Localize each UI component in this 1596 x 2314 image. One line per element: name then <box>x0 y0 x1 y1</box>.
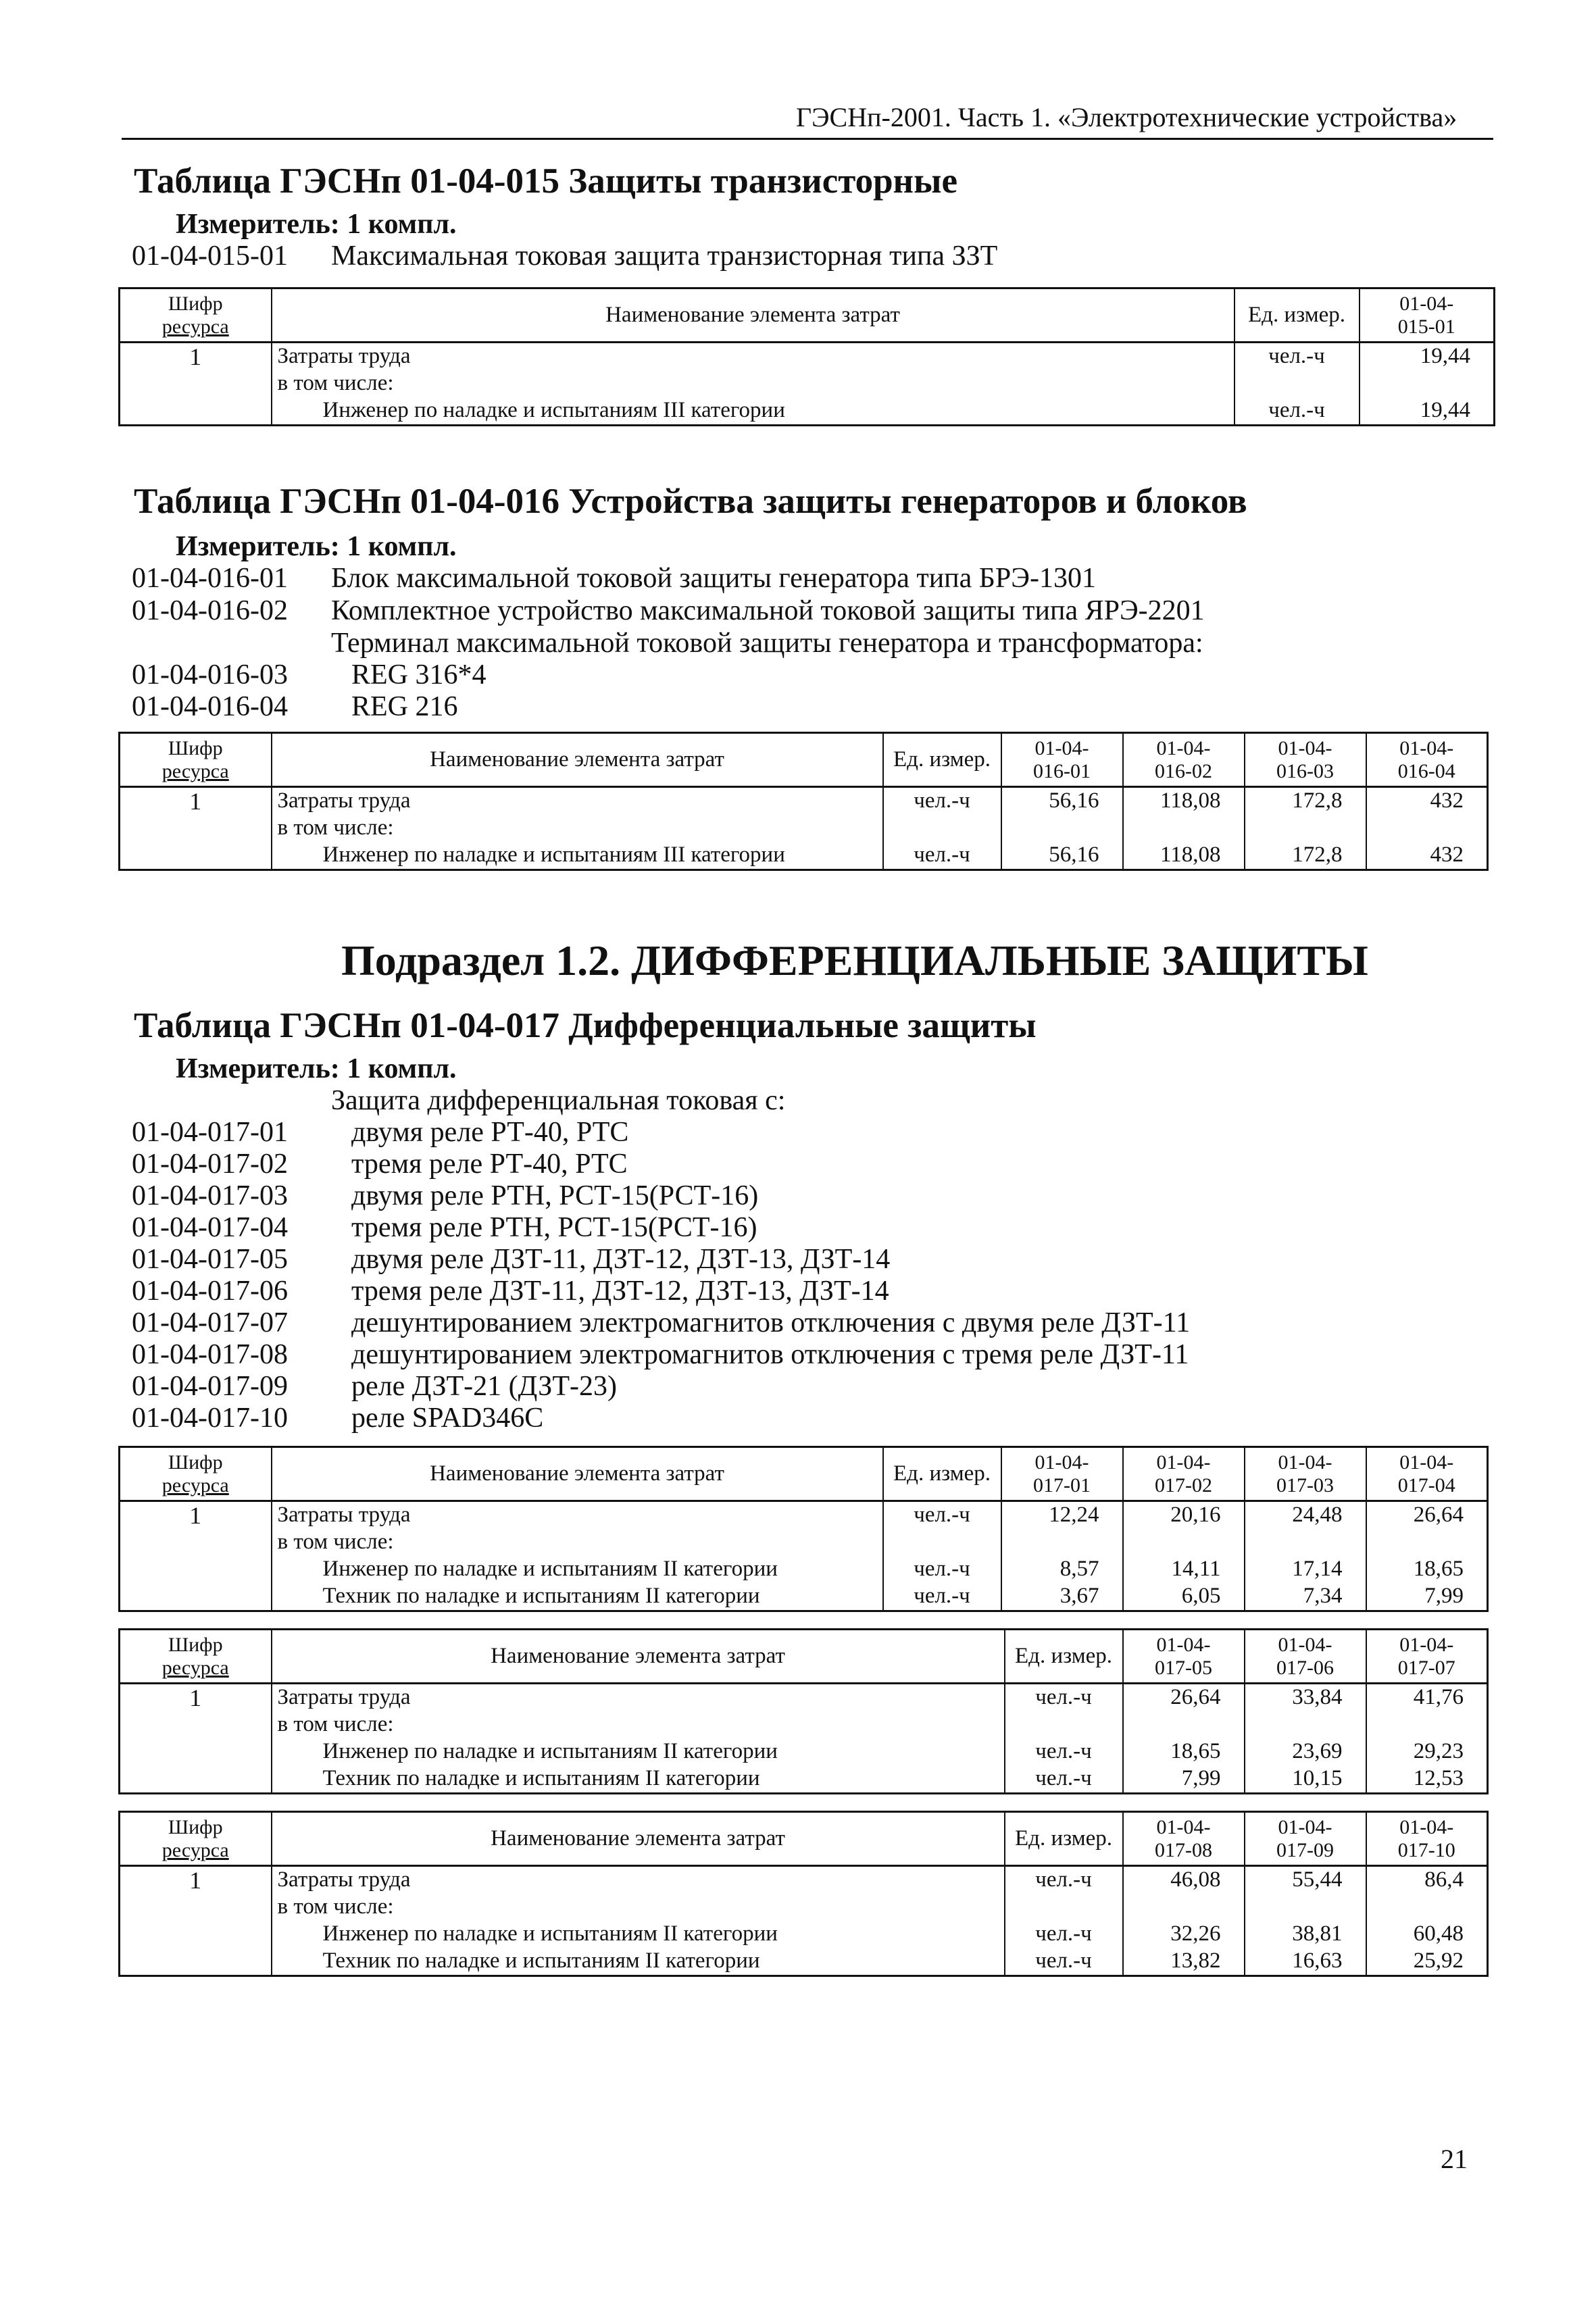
row-label: Затраты труда <box>272 787 883 815</box>
table-header-row <box>120 1630 1488 1684</box>
subsection-title: Подраздел 1.2. ДИФФЕРЕНЦИАЛЬНЫЕ ЗАЩИТЫ <box>341 936 1368 984</box>
value-cell: 10,15 <box>1245 1765 1366 1794</box>
value-cell: 7,34 <box>1245 1583 1366 1611</box>
code-header: Шифр ресурса <box>120 733 272 787</box>
table-row <box>120 1529 1488 1556</box>
col-header: 01-04- 017-02 <box>1123 1447 1245 1501</box>
table-017-intro: Защита дифференциальная токовая с: <box>331 1085 786 1116</box>
page-number: 21 <box>1441 2144 1468 2174</box>
item-text: дешунтированием электромагнитов отключения с двумя реле ДЗТ-11 <box>351 1307 1191 1338</box>
row-label: в том числе: <box>272 1711 1005 1738</box>
item-code: 01-04-015-01 <box>132 241 288 272</box>
col-header: 01-04- 017-01 <box>1001 1447 1123 1501</box>
unit-header: Ед. измер. <box>1005 1812 1123 1866</box>
table-row <box>120 1894 1488 1921</box>
col-header: 01-04- 017-07 <box>1366 1630 1488 1684</box>
table-row <box>120 1583 1488 1611</box>
unit-header: Ед. измер. <box>1235 288 1360 343</box>
row-label: Затраты труда <box>272 1866 1005 1894</box>
table-header-row <box>120 1812 1488 1866</box>
row-label: Инженер по наладке и испытаниям II категории <box>272 1556 883 1583</box>
value-cell: 6,05 <box>1123 1583 1245 1611</box>
item-text: двумя реле РТН, РСТ-15(РСТ-16) <box>351 1180 759 1211</box>
row-label: Инженер по наладке и испытаниям III категории <box>272 842 883 870</box>
value-cell: 26,64 <box>1366 1501 1488 1530</box>
value-cell: 25,92 <box>1366 1948 1488 1976</box>
item-text: Комплектное устройство максимальной токовой защиты типа ЯРЭ-2201 <box>331 595 1205 626</box>
item-code: 01-04-017-04 <box>132 1212 288 1243</box>
value-cell: 46,08 <box>1123 1866 1245 1894</box>
table-row <box>120 1866 1488 1894</box>
value-cell: 86,4 <box>1366 1866 1488 1894</box>
value-cell: 172,8 <box>1245 787 1366 815</box>
table-017-part-1 <box>118 1446 1489 1612</box>
name-header: Наименование элемента затрат <box>272 1812 1005 1866</box>
table-row <box>120 1711 1488 1738</box>
table-row <box>120 842 1488 870</box>
row-label: Затраты труда <box>272 1501 883 1530</box>
code-header: Шифр ресурса <box>120 288 272 343</box>
table-016-measure: Измеритель: 1 компл. <box>176 531 457 562</box>
table-header-row <box>120 288 1495 343</box>
value-cell: 18,65 <box>1366 1556 1488 1583</box>
unit-cell: чел.-ч <box>883 1583 1001 1611</box>
row-label: Затраты труда <box>272 1684 1005 1712</box>
item-code: 01-04-017-10 <box>132 1403 288 1434</box>
value-cell: 24,48 <box>1245 1501 1366 1530</box>
col-header: 01-04- 016-03 <box>1245 733 1366 787</box>
value-cell: 41,76 <box>1366 1684 1488 1712</box>
item-text: тремя реле РТ-40, РТС <box>351 1149 628 1180</box>
value-cell: 29,23 <box>1366 1738 1488 1765</box>
col-header: 01-04- 017-05 <box>1123 1630 1245 1684</box>
value-cell: 20,16 <box>1123 1501 1245 1530</box>
code-header: Шифр ресурса <box>120 1447 272 1501</box>
value-cell: 16,63 <box>1245 1948 1366 1976</box>
unit-cell: чел.-ч <box>883 1556 1001 1583</box>
unit-cell: чел.-ч <box>1005 1866 1123 1894</box>
value-cell: 12,24 <box>1001 1501 1123 1530</box>
col-header: 01-04- 016-04 <box>1366 733 1488 787</box>
value-cell: 32,26 <box>1123 1921 1245 1948</box>
table-017-part-3 <box>118 1811 1489 1977</box>
value-cell: 118,08 <box>1123 787 1245 815</box>
table-016 <box>118 732 1489 871</box>
table-row <box>120 815 1488 842</box>
value-cell: 12,53 <box>1366 1765 1488 1794</box>
col-header: 01-04- 017-03 <box>1245 1447 1366 1501</box>
value-cell: 23,69 <box>1245 1738 1366 1765</box>
value-cell: 26,64 <box>1123 1684 1245 1712</box>
name-header: Наименование элемента затрат <box>272 1447 883 1501</box>
value-cell: 19,44 <box>1360 343 1495 371</box>
item-code: 01-04-017-09 <box>132 1371 288 1402</box>
code-header: Шифр ресурса <box>120 1630 272 1684</box>
table-row <box>120 1765 1488 1794</box>
item-text: Терминал максимальной токовой защиты генератора и трансформатора: <box>331 628 1203 659</box>
value-cell: 19,44 <box>1360 397 1495 426</box>
table-row <box>120 343 1495 371</box>
table-row <box>120 787 1488 815</box>
table-row <box>120 370 1495 397</box>
col-header: 01-04- 016-02 <box>1123 733 1245 787</box>
item-text: дешунтированием электромагнитов отключения с тремя реле ДЗТ-11 <box>351 1339 1189 1370</box>
col-header: 01-04- 017-06 <box>1245 1630 1366 1684</box>
table-015-title: Таблица ГЭСНп 01-04-015 Защиты транзисторные <box>134 161 957 201</box>
table-row <box>120 1556 1488 1583</box>
name-header: Наименование элемента затрат <box>272 1630 1005 1684</box>
value-cell: 38,81 <box>1245 1921 1366 1948</box>
value-cell: 33,84 <box>1245 1684 1366 1712</box>
item-code: 01-04-017-02 <box>132 1149 288 1180</box>
resource-code: 1 <box>120 343 272 371</box>
row-label: в том числе: <box>272 815 883 842</box>
unit-header: Ед. измер. <box>1005 1630 1123 1684</box>
row-label: в том числе: <box>272 370 1235 397</box>
unit-cell: чел.-ч <box>1005 1738 1123 1765</box>
value-cell: 8,57 <box>1001 1556 1123 1583</box>
item-code: 01-04-017-06 <box>132 1276 288 1307</box>
value-cell: 55,44 <box>1245 1866 1366 1894</box>
unit-cell: чел.-ч <box>1005 1921 1123 1948</box>
item-text: реле ДЗТ-21 (ДЗТ-23) <box>351 1371 617 1402</box>
row-label: Инженер по наладке и испытаниям II категории <box>272 1921 1005 1948</box>
col-header: 01-04- 017-04 <box>1366 1447 1488 1501</box>
row-label: Техник по наладке и испытаниям II категории <box>272 1583 883 1611</box>
table-header-row <box>120 733 1488 787</box>
item-text: Максимальная токовая защита транзисторная типа ЗЗТ <box>331 241 998 272</box>
table-row <box>120 1738 1488 1765</box>
row-label: Инженер по наладке и испытаниям III категории <box>272 397 1235 426</box>
table-row <box>120 1921 1488 1948</box>
row-label: в том числе: <box>272 1529 883 1556</box>
unit-cell: чел.-ч <box>883 842 1001 870</box>
table-header-row <box>120 1447 1488 1501</box>
item-code: 01-04-016-01 <box>132 563 288 594</box>
item-code: 01-04-017-05 <box>132 1244 288 1275</box>
resource-code: 1 <box>120 787 272 815</box>
table-row <box>120 1684 1488 1712</box>
row-label: Техник по наладке и испытаниям II категории <box>272 1948 1005 1976</box>
table-015-measure: Измеритель: 1 компл. <box>176 209 457 240</box>
table-row <box>120 1501 1488 1530</box>
item-text: двумя реле РТ-40, РТС <box>351 1117 629 1148</box>
unit-cell: чел.-ч <box>1235 343 1360 371</box>
col-header: 01-04- 017-10 <box>1366 1812 1488 1866</box>
value-cell: 432 <box>1366 842 1488 870</box>
col-header: 01-04- 017-09 <box>1245 1812 1366 1866</box>
running-header: ГЭСНп-2001. Часть 1. «Электротехнические устройства» <box>796 102 1457 132</box>
table-row <box>120 1948 1488 1976</box>
value-cell: 14,11 <box>1123 1556 1245 1583</box>
item-code: 01-04-017-01 <box>132 1117 288 1148</box>
item-text: REG 316*4 <box>351 659 487 690</box>
value-cell: 7,99 <box>1123 1765 1245 1794</box>
col-header: 01-04- 016-01 <box>1001 733 1123 787</box>
row-label: в том числе: <box>272 1894 1005 1921</box>
value-cell: 17,14 <box>1245 1556 1366 1583</box>
item-code: 01-04-016-02 <box>132 595 288 626</box>
item-code: 01-04-017-03 <box>132 1180 288 1211</box>
value-cell: 3,67 <box>1001 1583 1123 1611</box>
col-header: 01-04- 015-01 <box>1360 288 1495 343</box>
resource-code: 1 <box>120 1501 272 1530</box>
value-cell: 56,16 <box>1001 787 1123 815</box>
table-015 <box>118 287 1495 426</box>
item-code: 01-04-017-07 <box>132 1307 288 1338</box>
item-text: реле SPAD346C <box>351 1403 544 1434</box>
value-cell: 7,99 <box>1366 1583 1488 1611</box>
value-cell: 432 <box>1366 787 1488 815</box>
name-header: Наименование элемента затрат <box>272 288 1235 343</box>
item-text: тремя реле РТН, РСТ-15(РСТ-16) <box>351 1212 757 1243</box>
unit-cell: чел.-ч <box>1005 1948 1123 1976</box>
item-code: 01-04-016-04 <box>132 691 288 722</box>
unit-header: Ед. измер. <box>883 1447 1001 1501</box>
value-cell: 60,48 <box>1366 1921 1488 1948</box>
row-label: Инженер по наладке и испытаниям II категории <box>272 1738 1005 1765</box>
table-row <box>120 397 1495 426</box>
resource-code: 1 <box>120 1866 272 1894</box>
value-cell: 56,16 <box>1001 842 1123 870</box>
item-text: Блок максимальной токовой защиты генератора типа БРЭ-1301 <box>331 563 1096 594</box>
item-code: 01-04-017-08 <box>132 1339 288 1370</box>
value-cell: 118,08 <box>1123 842 1245 870</box>
unit-cell: чел.-ч <box>1005 1765 1123 1794</box>
item-text: двумя реле ДЗТ-11, ДЗТ-12, ДЗТ-13, ДЗТ-14 <box>351 1244 891 1275</box>
unit-cell: чел.-ч <box>1235 397 1360 426</box>
item-code: 01-04-016-03 <box>132 659 288 690</box>
resource-code: 1 <box>120 1684 272 1712</box>
item-text: тремя реле ДЗТ-11, ДЗТ-12, ДЗТ-13, ДЗТ-14 <box>351 1276 889 1307</box>
header-rule <box>122 138 1493 140</box>
item-text: REG 216 <box>351 691 458 722</box>
table-017-title: Таблица ГЭСНп 01-04-017 Дифференциальные защиты <box>134 1006 1037 1045</box>
code-header: Шифр ресурса <box>120 1812 272 1866</box>
table-017-part-2 <box>118 1628 1489 1794</box>
unit-cell: чел.-ч <box>883 1501 1001 1530</box>
value-cell: 18,65 <box>1123 1738 1245 1765</box>
table-016-title: Таблица ГЭСНп 01-04-016 Устройства защиты генераторов и блоков <box>134 482 1247 521</box>
table-017-measure: Измеритель: 1 компл. <box>176 1053 457 1084</box>
unit-cell: чел.-ч <box>883 787 1001 815</box>
value-cell: 13,82 <box>1123 1948 1245 1976</box>
unit-cell: чел.-ч <box>1005 1684 1123 1712</box>
unit-header: Ед. измер. <box>883 733 1001 787</box>
col-header: 01-04- 017-08 <box>1123 1812 1245 1866</box>
row-label: Затраты труда <box>272 343 1235 371</box>
row-label: Техник по наладке и испытаниям II категории <box>272 1765 1005 1794</box>
name-header: Наименование элемента затрат <box>272 733 883 787</box>
value-cell: 172,8 <box>1245 842 1366 870</box>
